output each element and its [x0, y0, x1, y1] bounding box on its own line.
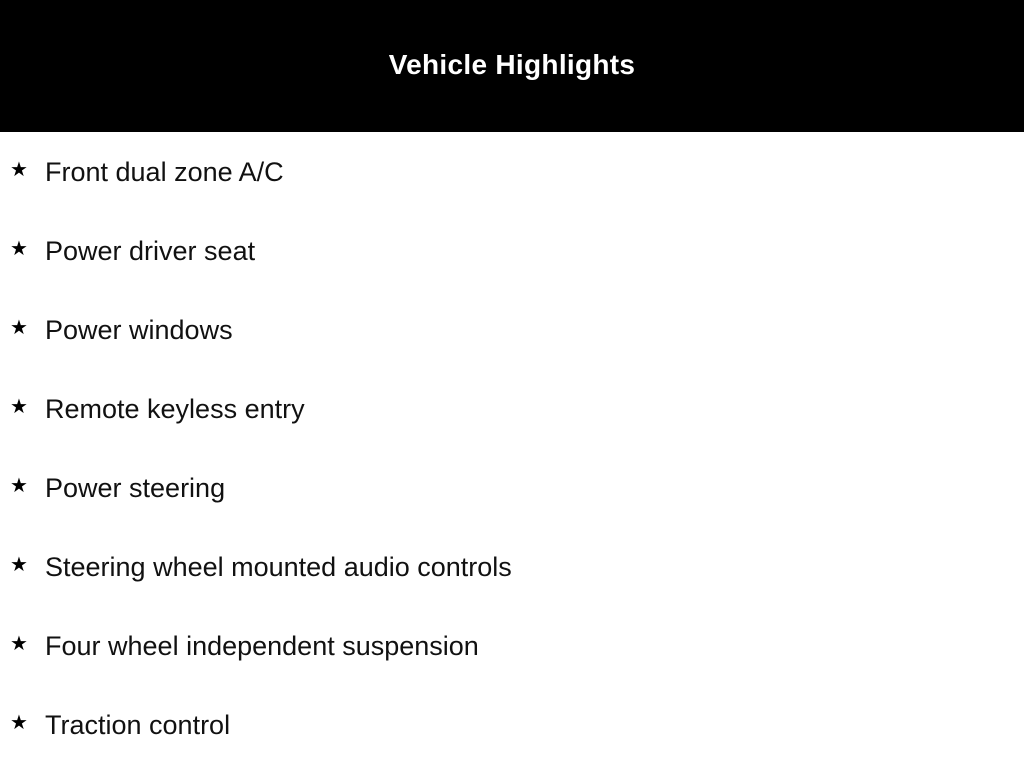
feature-label: Power steering: [45, 472, 226, 503]
list-item: [0, 233, 255, 269]
list-item: [0, 154, 284, 190]
list-item: [0, 549, 512, 585]
star-icon: ★: [10, 631, 28, 655]
feature-label: Traction control: [45, 709, 231, 740]
star-icon: ★: [10, 157, 28, 181]
list-item: [0, 312, 233, 348]
star-icon: ★: [10, 473, 28, 497]
star-icon: ★: [10, 236, 28, 260]
page-title: Vehicle Highlights: [388, 49, 636, 80]
feature-label: Power windows: [45, 314, 233, 345]
star-icon: ★: [10, 394, 28, 418]
list-item: [0, 391, 305, 427]
feature-label: Front dual zone A/C: [45, 156, 284, 187]
star-icon: ★: [10, 552, 28, 576]
list-item: [0, 470, 225, 506]
list-item: [0, 707, 230, 743]
feature-label: Four wheel independent suspension: [45, 630, 479, 661]
feature-label: Power driver seat: [45, 235, 256, 266]
list-item: [0, 628, 479, 664]
star-icon: ★: [10, 315, 28, 339]
star-icon: ★: [10, 710, 28, 734]
feature-label: Remote keyless entry: [45, 393, 305, 424]
header-bar: [0, 0, 1024, 132]
feature-label: Steering wheel mounted audio controls: [45, 551, 512, 582]
